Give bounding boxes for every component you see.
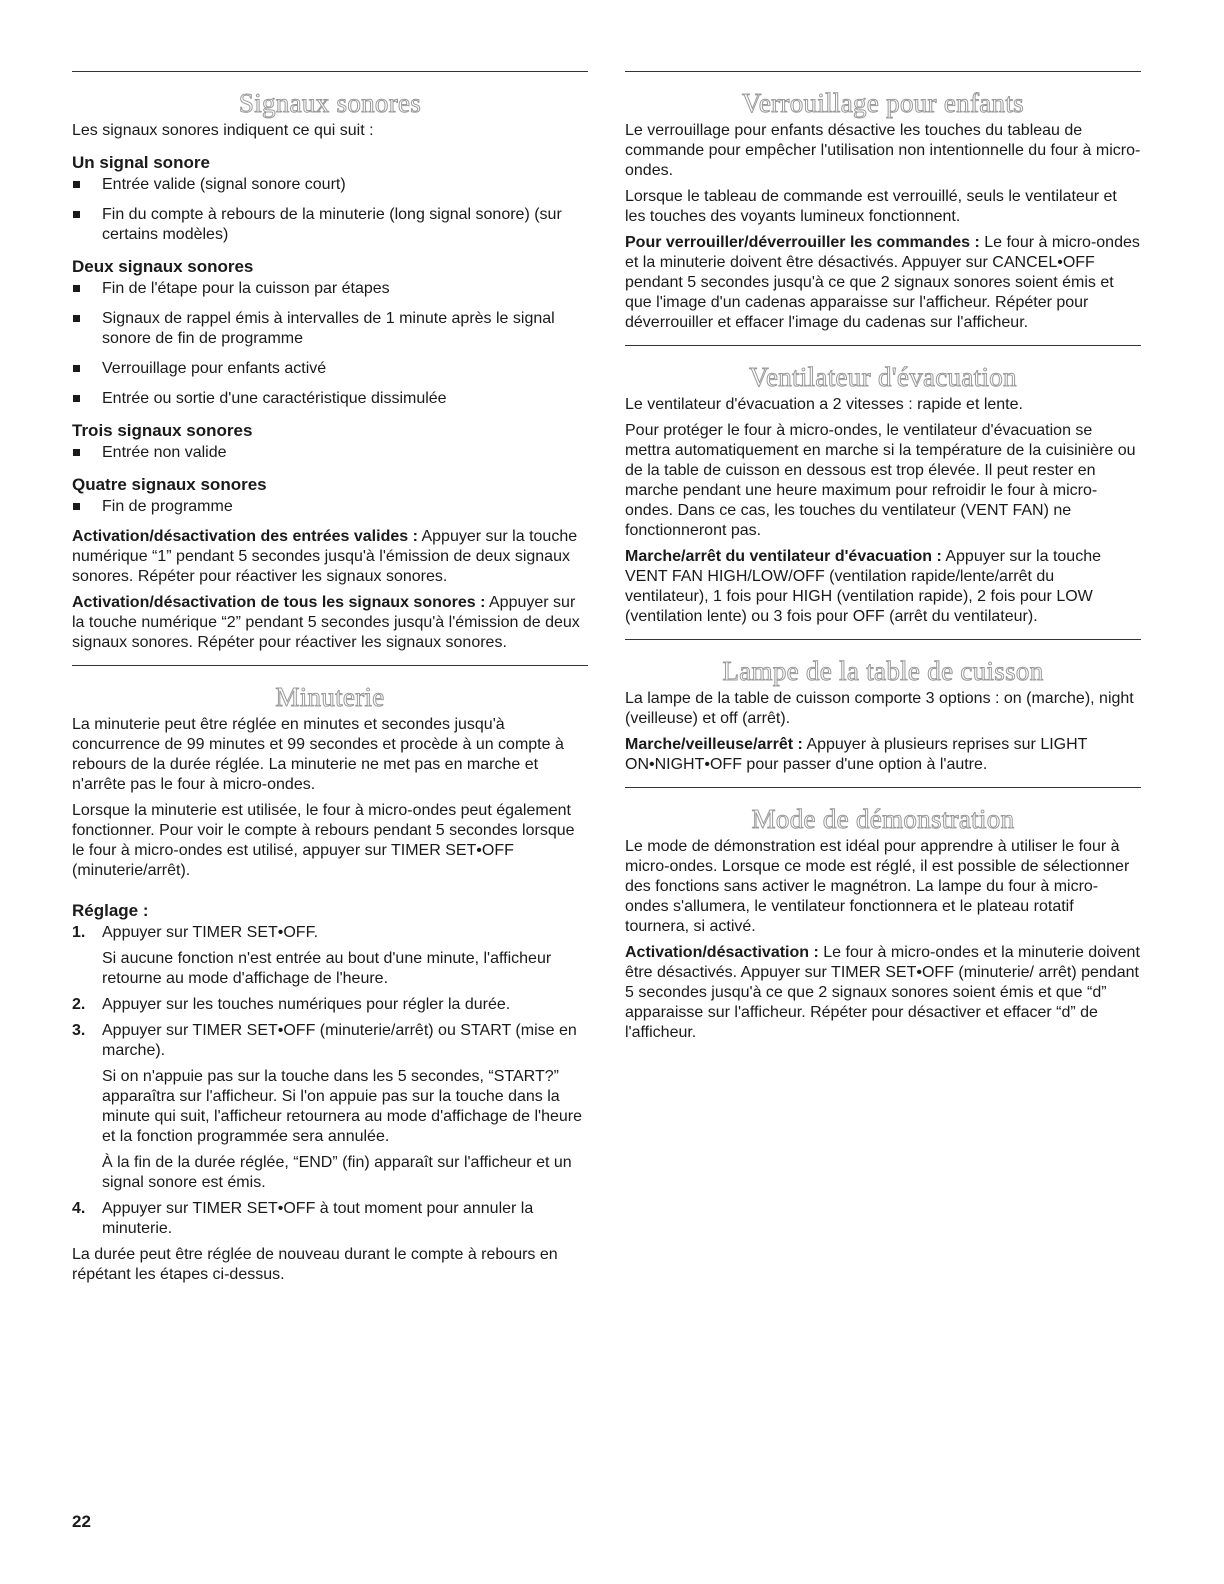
list-item: Entrée non valide [72, 443, 588, 463]
bold-lead: Marche/veilleuse/arrêt : [625, 736, 803, 753]
paragraph-valid-entries [72, 527, 588, 587]
section-title-demonstration: Mode de démonstration [751, 804, 1015, 834]
step-text: Appuyer sur TIMER SET•OFF. [102, 924, 319, 941]
lampe-paragraph: La lampe de la table de cuisson comporte 3 options : on (marche), night (veilleuse) et off (arrêt). [625, 690, 1134, 727]
step-text: Appuyer sur les touches numériques pour régler la durée. [102, 996, 511, 1013]
signaux-intro: Les signaux sonores indiquent ce qui suit : [72, 122, 374, 139]
step-item [72, 995, 588, 1015]
step-item [72, 1199, 588, 1239]
section-divider [72, 665, 588, 666]
paragraph-text: Appuyer sur la touche VENT FAN HIGH/LOW/OFF (ventilation rapide/lente/arrêt du ventilateur), 1 fois pour HIGH (ventilation rapide), 2 fois pour LOW (ventilation lente) ou 3 fois pour OFF (arrêt du ventilateur). [625, 548, 1101, 625]
step-number: 1. [72, 924, 86, 941]
reglage-heading: Réglage : [72, 901, 149, 920]
bold-lead: Pour verrouiller/déverrouiller les commandes : [625, 234, 980, 251]
section-divider [72, 71, 588, 72]
list-item: Fin de l'étape pour la cuisson par étapes [72, 279, 588, 299]
step-note: À la fin de la durée réglée, “END” (fin) apparaît sur l'afficheur et un signal sonore est émis. [102, 1154, 572, 1191]
step-item [72, 923, 588, 989]
bullet-list [72, 443, 588, 463]
step-text: Appuyer sur TIMER SET•OFF à tout moment pour annuler la minuterie. [102, 1200, 534, 1237]
list-item: Entrée ou sortie d'une caractéristique dissimulée [72, 389, 588, 409]
left-column [72, 71, 588, 1291]
paragraph-text: Le four à micro-ondes et la minuterie doivent être désactivés. Appuyer sur TIMER SET•OFF (minuterie/ arrêt) pendant 5 secondes jusqu'à ce que 2 signaux sonores soient émis et que “d” apparaisse sur l'afficheur. Répéter pour désactiver et effacer “d” de l'afficheur. [625, 944, 1140, 1041]
minuterie-paragraph: La durée peut être réglée de nouveau durant le compte à rebours en répétant les étapes ci-dessus. [72, 1246, 558, 1283]
bullet-list [72, 175, 588, 245]
section-divider [625, 787, 1141, 788]
list-item: Verrouillage pour enfants activé [72, 359, 588, 379]
bullet-list [72, 279, 588, 409]
steps-list [72, 923, 588, 1239]
section-title-lampe: Lampe de la table de cuisson [722, 656, 1044, 686]
step-text: Appuyer sur TIMER SET•OFF (minuterie/arrêt) ou START (mise en marche). [102, 1022, 577, 1059]
paragraph-all-signals [72, 593, 588, 653]
verrouillage-paragraph [625, 233, 1141, 333]
lampe-paragraph [625, 735, 1141, 775]
section-divider [625, 345, 1141, 346]
list-item: Fin du compte à rebours de la minuterie (long signal sonore) (sur certains modèles) [72, 205, 588, 245]
bold-lead: Marche/arrêt du ventilateur d'évacuation : [625, 548, 942, 565]
bold-lead: Activation/désactivation des entrées valides : [72, 528, 418, 545]
ventilateur-paragraph: Le ventilateur d'évacuation a 2 vitesses : rapide et lente. [625, 396, 1023, 413]
section-title-verrouillage: Verrouillage pour enfants [742, 88, 1024, 118]
demonstration-paragraph: Le mode de démonstration est idéal pour apprendre à utiliser le four à micro-ondes. Lorsque ce mode est réglé, il est possible de sélectionner des fonctions sans activer le magnétron. La lampe du four à micro-ondes s'allumera, le ventilateur fonctionnera et le plateau rotatif tournera, si activé. [625, 838, 1130, 935]
verrouillage-paragraph: Le verrouillage pour enfants désactive les touches du tableau de commande pour empêcher l'utilisation non intentionnelle du four à micro-ondes. [625, 122, 1141, 179]
demonstration-paragraph [625, 943, 1141, 1043]
paragraph-text: Appuyer à plusieurs reprises sur LIGHT ON•NIGHT•OFF pour passer d'une option à l'autre. [625, 736, 1088, 773]
ventilateur-paragraph: Pour protéger le four à micro-ondes, le ventilateur d'évacuation se mettra automatiquement en marche si la température de la cuisinière ou de la table de cuisson en dessous est trop élevée. Il peut rester en marche pendant une heure maximum pour refroidir le four à micro-ondes. Dans ce cas, les touches du ventilateur (VENT FAN) ne fonctionneront pas. [625, 422, 1136, 539]
step-number: 4. [72, 1200, 86, 1217]
right-column [625, 71, 1141, 1049]
section-divider [625, 71, 1141, 72]
step-number: 3. [72, 1022, 86, 1039]
step-note: Si on n'appuie pas sur la touche dans les 5 secondes, “START?” apparaîtra sur l'afficheur. Si l'on appuie pas sur la touche dans la minute qui suit, l'afficheur retournera au mode d'affichage de l'heure et la fonction programmée sera annulée. [102, 1068, 582, 1145]
bold-lead: Activation/désactivation de tous les signaux sonores : [72, 594, 486, 611]
section-title-ventilateur: Ventilateur d'évacuation [749, 362, 1017, 392]
section-divider [625, 639, 1141, 640]
step-note: Si aucune fonction n'est entrée au bout d'une minute, l'afficheur retourne au mode d'affichage de l'heure. [102, 950, 552, 987]
ventilateur-paragraph [625, 547, 1141, 627]
bullet-list [72, 497, 588, 517]
group-heading: Quatre signaux sonores [72, 475, 267, 494]
bold-lead: Activation/désactivation : [625, 944, 819, 961]
paragraph-text: Appuyer sur la touche numérique “2” pendant 5 secondes jusqu'à l'émission de deux signaux sonores. Répéter pour réactiver les signaux sonores. [72, 594, 580, 651]
paragraph-text: Le four à micro-ondes et la minuterie doivent être désactivés. Appuyer sur CANCEL•OFF pendant 5 secondes jusqu'à ce que 2 signaux sonores soient émis et que l'image d'un cadenas apparaisse sur l'afficheur. Répéter pour déverrouiller et effacer l'image du cadenas sur l'afficheur. [625, 234, 1140, 331]
section-title-signaux: Signaux sonores [238, 88, 422, 118]
section-title-minuterie: Minuterie [275, 682, 385, 712]
paragraph-text: Appuyer sur la touche numérique “1” pendant 5 secondes jusqu'à l'émission de deux signaux sonores. Répéter pour réactiver les signaux sonores. [72, 528, 578, 585]
step-item [72, 1021, 588, 1193]
group-heading: Trois signaux sonores [72, 421, 253, 440]
list-item: Entrée valide (signal sonore court) [72, 175, 588, 195]
list-item: Fin de programme [72, 497, 588, 517]
verrouillage-paragraph: Lorsque le tableau de commande est verrouillé, seuls le ventilateur et les touches des voyants lumineux fonctionnent. [625, 188, 1117, 225]
step-number: 2. [72, 996, 86, 1013]
list-item: Signaux de rappel émis à intervalles de 1 minute après le signal sonore de fin de programme [72, 309, 588, 349]
page-number: 22 [72, 1512, 91, 1531]
minuterie-paragraph: La minuterie peut être réglée en minutes et secondes jusqu'à concurrence de 99 minutes et 99 secondes et procède à un compte à rebours de la durée réglée. La minuterie ne met pas en marche et n'arrête pas le four à micro-ondes. [72, 716, 564, 793]
minuterie-paragraph: Lorsque la minuterie est utilisée, le four à micro-ondes peut également fonctionner. Pour voir le compte à rebours pendant 5 secondes lorsque le four à micro-ondes est utilisé, appuyer sur TIMER SET•OFF (minuterie/arrêt). [72, 802, 575, 879]
group-heading: Deux signaux sonores [72, 257, 254, 276]
group-heading: Un signal sonore [72, 153, 210, 172]
